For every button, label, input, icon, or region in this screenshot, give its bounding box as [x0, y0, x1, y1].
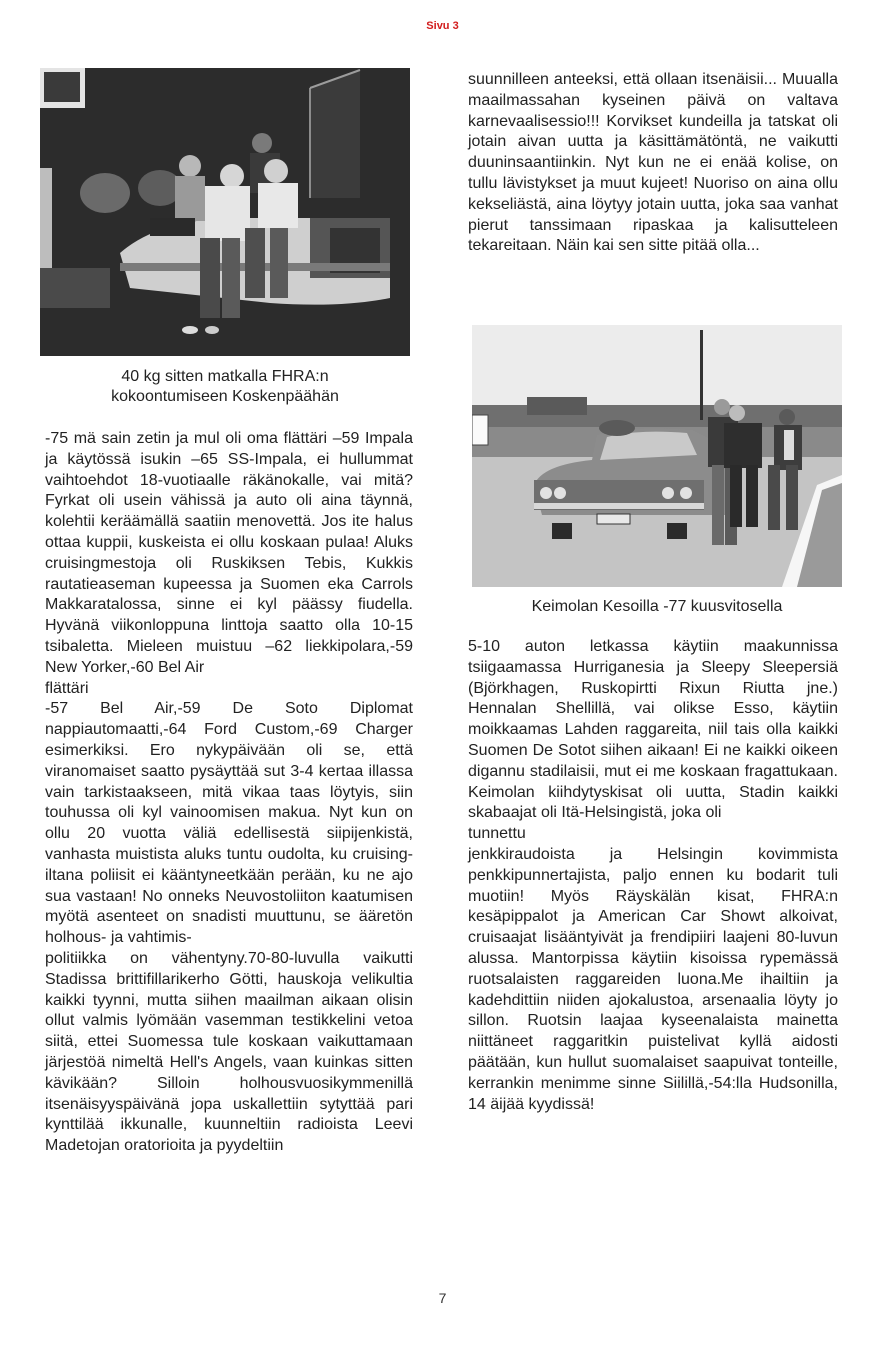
paragraph: jenkkiraudoista ja Helsingin kovimmista penkkipunnertajista, paljo ennen ku bodarit tuli muotiin! Myös Räyskälän kisat, FHRA:n kesäpippalot ja American Car Showt alkoivat, cruisaajat lisääntyivät ja frendipiiri laajeni 80-luvun alussa. Mantorpissa käytiin kisoissa rypemässä ruotsalaisten raggareiden luona.Me ihailtiin ja kadehdittiin niiden ajokalustoa, arsenaalia löyty jo sillon. Ruotsin laajaa kyseenalaista mainetta niittäneet raggaritkin puistelivat kyllä aidosti päätään, kun hullut suomalaiset saapuivat tonteille, kerrankin menimme sinne Siilillä,-54:lla Hudsonilla, 14 äijää kyydissä! — [468, 845, 838, 1113]
photo-left-caption — [40, 367, 410, 407]
caption-line: 40 kg sitten matkalla FHRA:n — [121, 368, 329, 385]
paragraph: 5-10 auton letkassa käytiin maakunnissa tsiigaamassa Hurriganesia ja Sleepy Sleepersiä (Björkhagen, Ruskopirtti Rixun Riutta jne.) Hennalan Shellillä, vai olikse Esso, käytiin moikkaamas Lahden raggareita, niil tais olla kaikki Suomen De Sotot siihen aikaan! Ei ne kaikki oikeen digannu stadilaisii, mut ei me koskaan fragattukaan. Keimolan kiihdytyskisat oli uutta, Stadin kaikki skabaajat oli Itä-Helsingistä, joka oli — [468, 638, 838, 822]
photo-people-on-car-night — [40, 68, 410, 356]
paragraph: politiikka on vähentyny.70-80-luvulla vaikutti Stadissa brittifillarikerho Götti, hauskoja velikultia kaikki tyynni, mutta siihen maailman aikaan olisin ollut valmis lyömään vasemman testikkelini vetoa siitä, ettei Suomessa tule koskaan vaikuttamaan järjestöä nimeltä Hell's Angels, vaan kuinkas sitten kävikään? Silloin holhousvuosikymmenillä itsenäisyyspäivänä jopa uskallettiin sytyttää pari kynttilää ikkunalle, kuunneltiin radioista Leevi Madetojan oratorioita ja pyydeltiin — [45, 949, 413, 1155]
paragraph: suunnilleen anteeksi, että ollaan itsenäisii... Muualla maailmassahan kyseinen päivä on valtava karnevaalisessio!!! Korvikset kundeilla ja tatskat oli jotain aivan uutta ja käsittämätöntä, ne vaikutti duuninsaantiinkin. Nyt kun ne ei enää kolise, on tullu lävistykset ja muut kujeet! Nuoriso on aina ollu kekseliästä, aina löytyy jotain uutta, joka saa vanhat pierut tanssimaan ripaskaa ja kalisutteleen tekareitaan. Näin kai sen sitte pitää olla... — [468, 71, 838, 255]
paragraph: -57 Bel Air,-59 De Soto Diplomat nappiautomaatti,-64 Ford Custom,-69 Charger esimerkiksi. Ero nykypäivään oli se, että viranomaiset saatto pysäyttää sut 3-4 kertaa illassa vain tarkistaakseen, mitä vikaa taas löytyis, siin touhussa oli kyl vainoomisen makua. Nyt kun on ollu 20 vuotta väliä edellisestä siipijenkistä, vanhasta muistista aluks tuntu oudolta, ku cruising-iltana poliisit ei kääntyneetkään perään, ku ne ajo sua vastaan! No onneks Neuvostoliiton kaatumisen myötä asenteet on snadisti muuttunu, se ääretön holhous- ja vahtimis- — [45, 700, 413, 947]
right-column-bottom-text — [468, 637, 838, 1115]
caption-line: Keimolan Kesoilla -77 kuusvitosella — [531, 598, 783, 615]
page-header: Sivu 3 — [426, 20, 459, 32]
paragraph: tunnettu — [468, 825, 526, 843]
right-column-top-text — [468, 70, 838, 257]
paragraph: -75 mä sain zetin ja mul oli oma flättäri –59 Impala ja käytössä isukin –65 SS-Impala, ei hullummat vaihtoehdot 18-vuotiaalle räkänokalle, vai mitä? Fyrkat oli usein vähissä ja auto oli aina täynnä, kolehtii keräämällä saatiin menovettä. Jos ite halus ottaa kuppii, kuskeista ei ollu koskaan pulaa! Aluks cruisingmestoja oli Ruskiksen Tebis, Kukkis rautatieaseman kupeessa ja Suomen eka Carrols Makkaratalossa, sinne ei kyl päässy fiudella. Hyvänä viikonloppuna linttoja saatto olla 10-15 tsibaletta. Mieleen muistuu –62 liekkipolara,-59 New Yorker,-60 Bel Air — [45, 430, 413, 676]
photo-car-keimola — [472, 325, 842, 587]
left-column-text — [45, 429, 413, 1157]
photo-right-caption — [472, 597, 842, 617]
paragraph: flättäri — [45, 679, 89, 697]
page-number: 7 — [438, 1290, 447, 1306]
caption-line: kokoontumiseen Koskenpäähän — [111, 388, 339, 405]
